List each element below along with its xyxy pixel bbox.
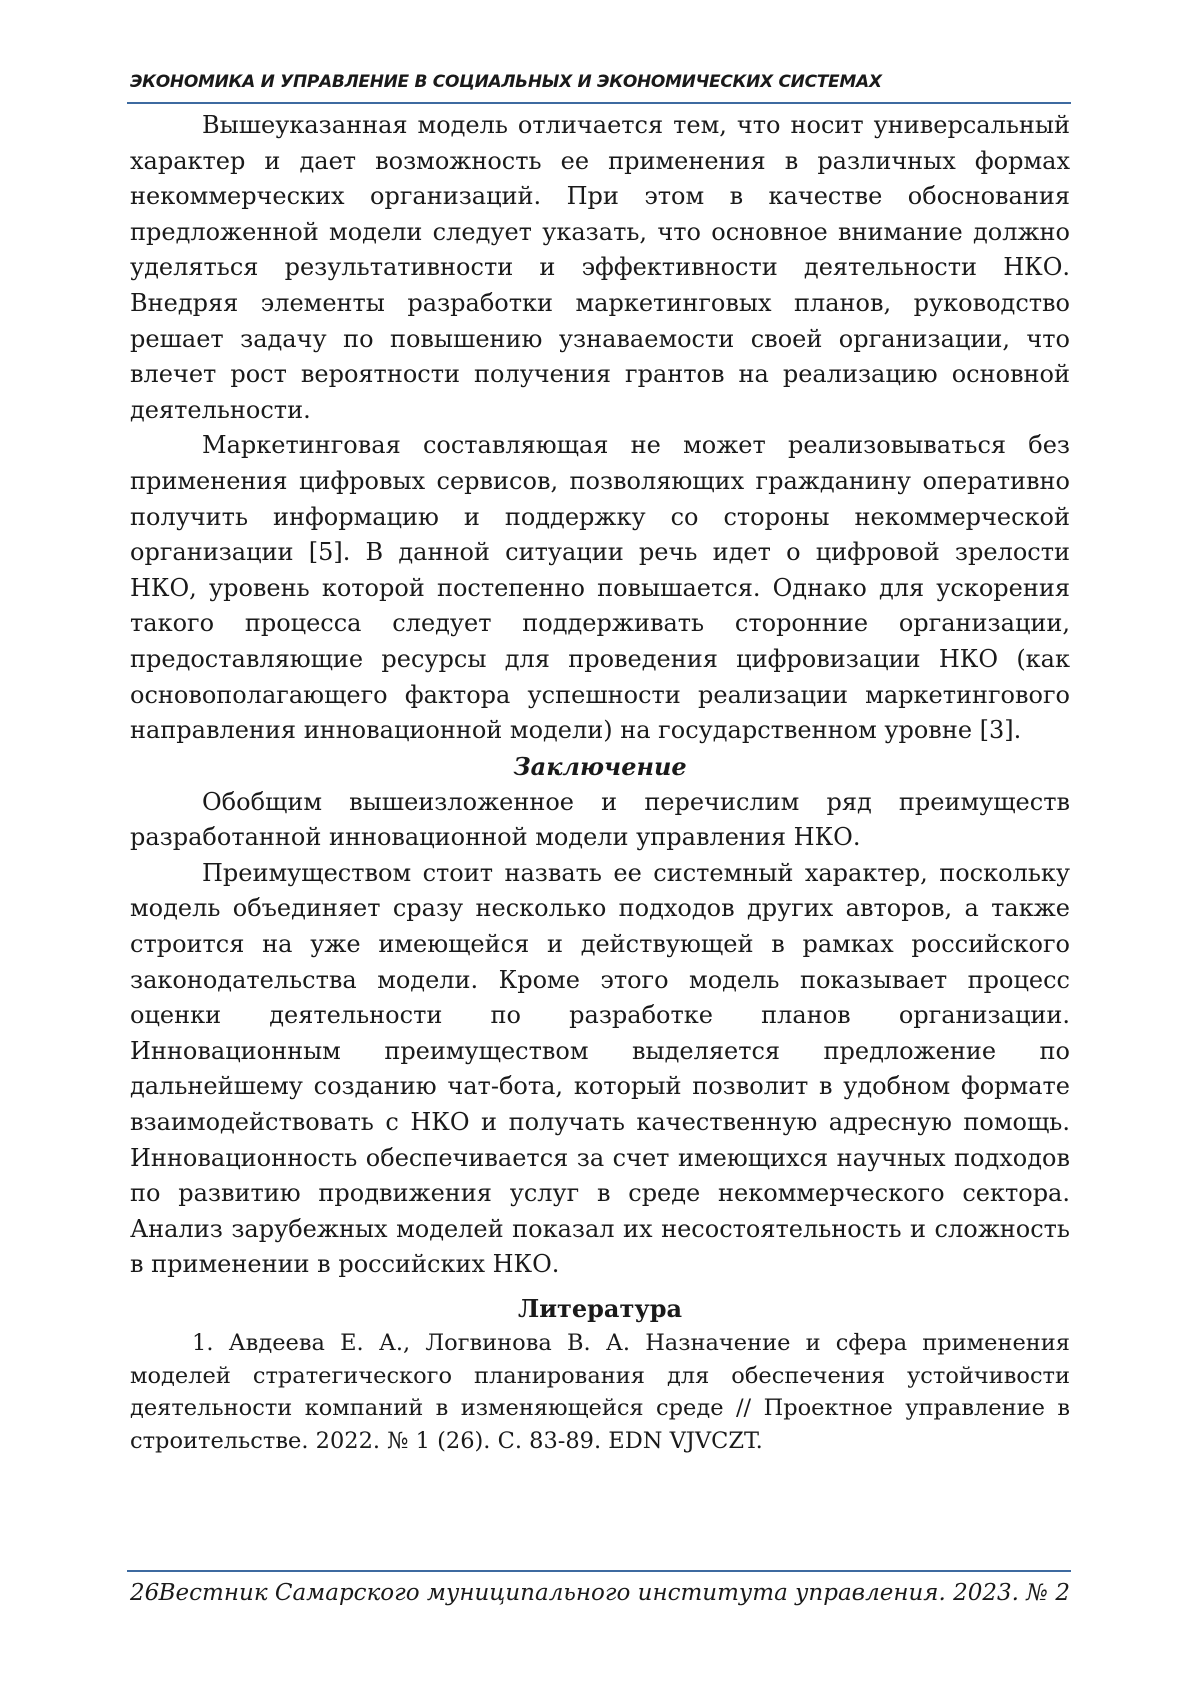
- footer-rule: [127, 1570, 1071, 1572]
- conclusion-paragraph-1: Обобщим вышеизложенное и перечислим ряд преимуществ разработанной инновационной модели управления НКО.: [130, 787, 1070, 852]
- conclusion-heading: Заключение: [513, 751, 687, 781]
- body-paragraph-1: Вышеуказанная модель отличается тем, что носит универсальный характер и дает возможность ее применения в различных формах некоммерческих организаций. При этом в качестве обоснования предложенной модели следует указать, что основное внимание должно уделяться результативности и эффективности деятельности НКО. Внедряя элементы разработки маркетинговых планов, руководство решает задачу по повышению узнаваемости своей организации, что влечет рост вероятности получения грантов на реализацию основной деятельности.: [130, 111, 1070, 424]
- body-paragraph-2: Маркетинговая составляющая не может реализовываться без применения цифровых сервисов, позволяющих гражданину оперативно получить информацию и поддержку со стороны некоммерческой организации [5]. В данной ситуации речь идет о цифровой зрелости НКО, уровень которой постепенно повышается. Однако для ускорения такого процесса следует поддерживать сторонние организации, предоставляющие ресурсы для проведения цифровизации НКО (как основополагающего фактора успешности реализации маркетингового направления инновационной модели) на государственном уровне [3].: [130, 431, 1070, 745]
- header-rule: [127, 102, 1071, 104]
- conclusion-paragraph-2: Преимуществом стоит назвать ее системный характер, поскольку модель объединяет сразу несколько подходов других авторов, а также строится на уже имеющейся и действующей в рамках российского законодательства модели. Кроме этого модель показывает процесс оценки деятельности по разработке планов организации. Инновационным преимуществом выделяется предложение по дальнейшему созданию чат-бота, который позволит в удобном формате взаимодействовать с НКО и получать качественную адресную помощь. Инновационность обеспечивается за счет имеющихся научных подходов по развитию продвижения услуг в среде некоммерческого сектора. Анализ зарубежных моделей показал их несостоятельность и сложность в применении в российских НКО.: [130, 858, 1070, 1279]
- journal-citation: Вестник Самарского муниципального института управления. 2023. № 2: [158, 1580, 1070, 1606]
- reference-item-1: 1. Авдеева Е. А., Логвинова В. А. Назначение и сфера применения моделей стратегического планирования для обеспечения устойчивости деятельности компаний в изменяющейся среде // Проектное управление в строительстве. 2022. № 1 (26). С. 83-89. EDN VJVCZT.: [130, 1330, 1070, 1454]
- page-number: 26: [130, 1580, 160, 1606]
- references-heading: Литература: [517, 1294, 683, 1323]
- article-body: [130, 108, 1070, 1457]
- references-list: [130, 1327, 1070, 1457]
- running-header: ЭКОНОМИКА И УПРАВЛЕНИЕ В СОЦИАЛЬНЫХ И ЭКОНОМИЧЕСКИХ СИСТЕМАХ: [130, 72, 882, 92]
